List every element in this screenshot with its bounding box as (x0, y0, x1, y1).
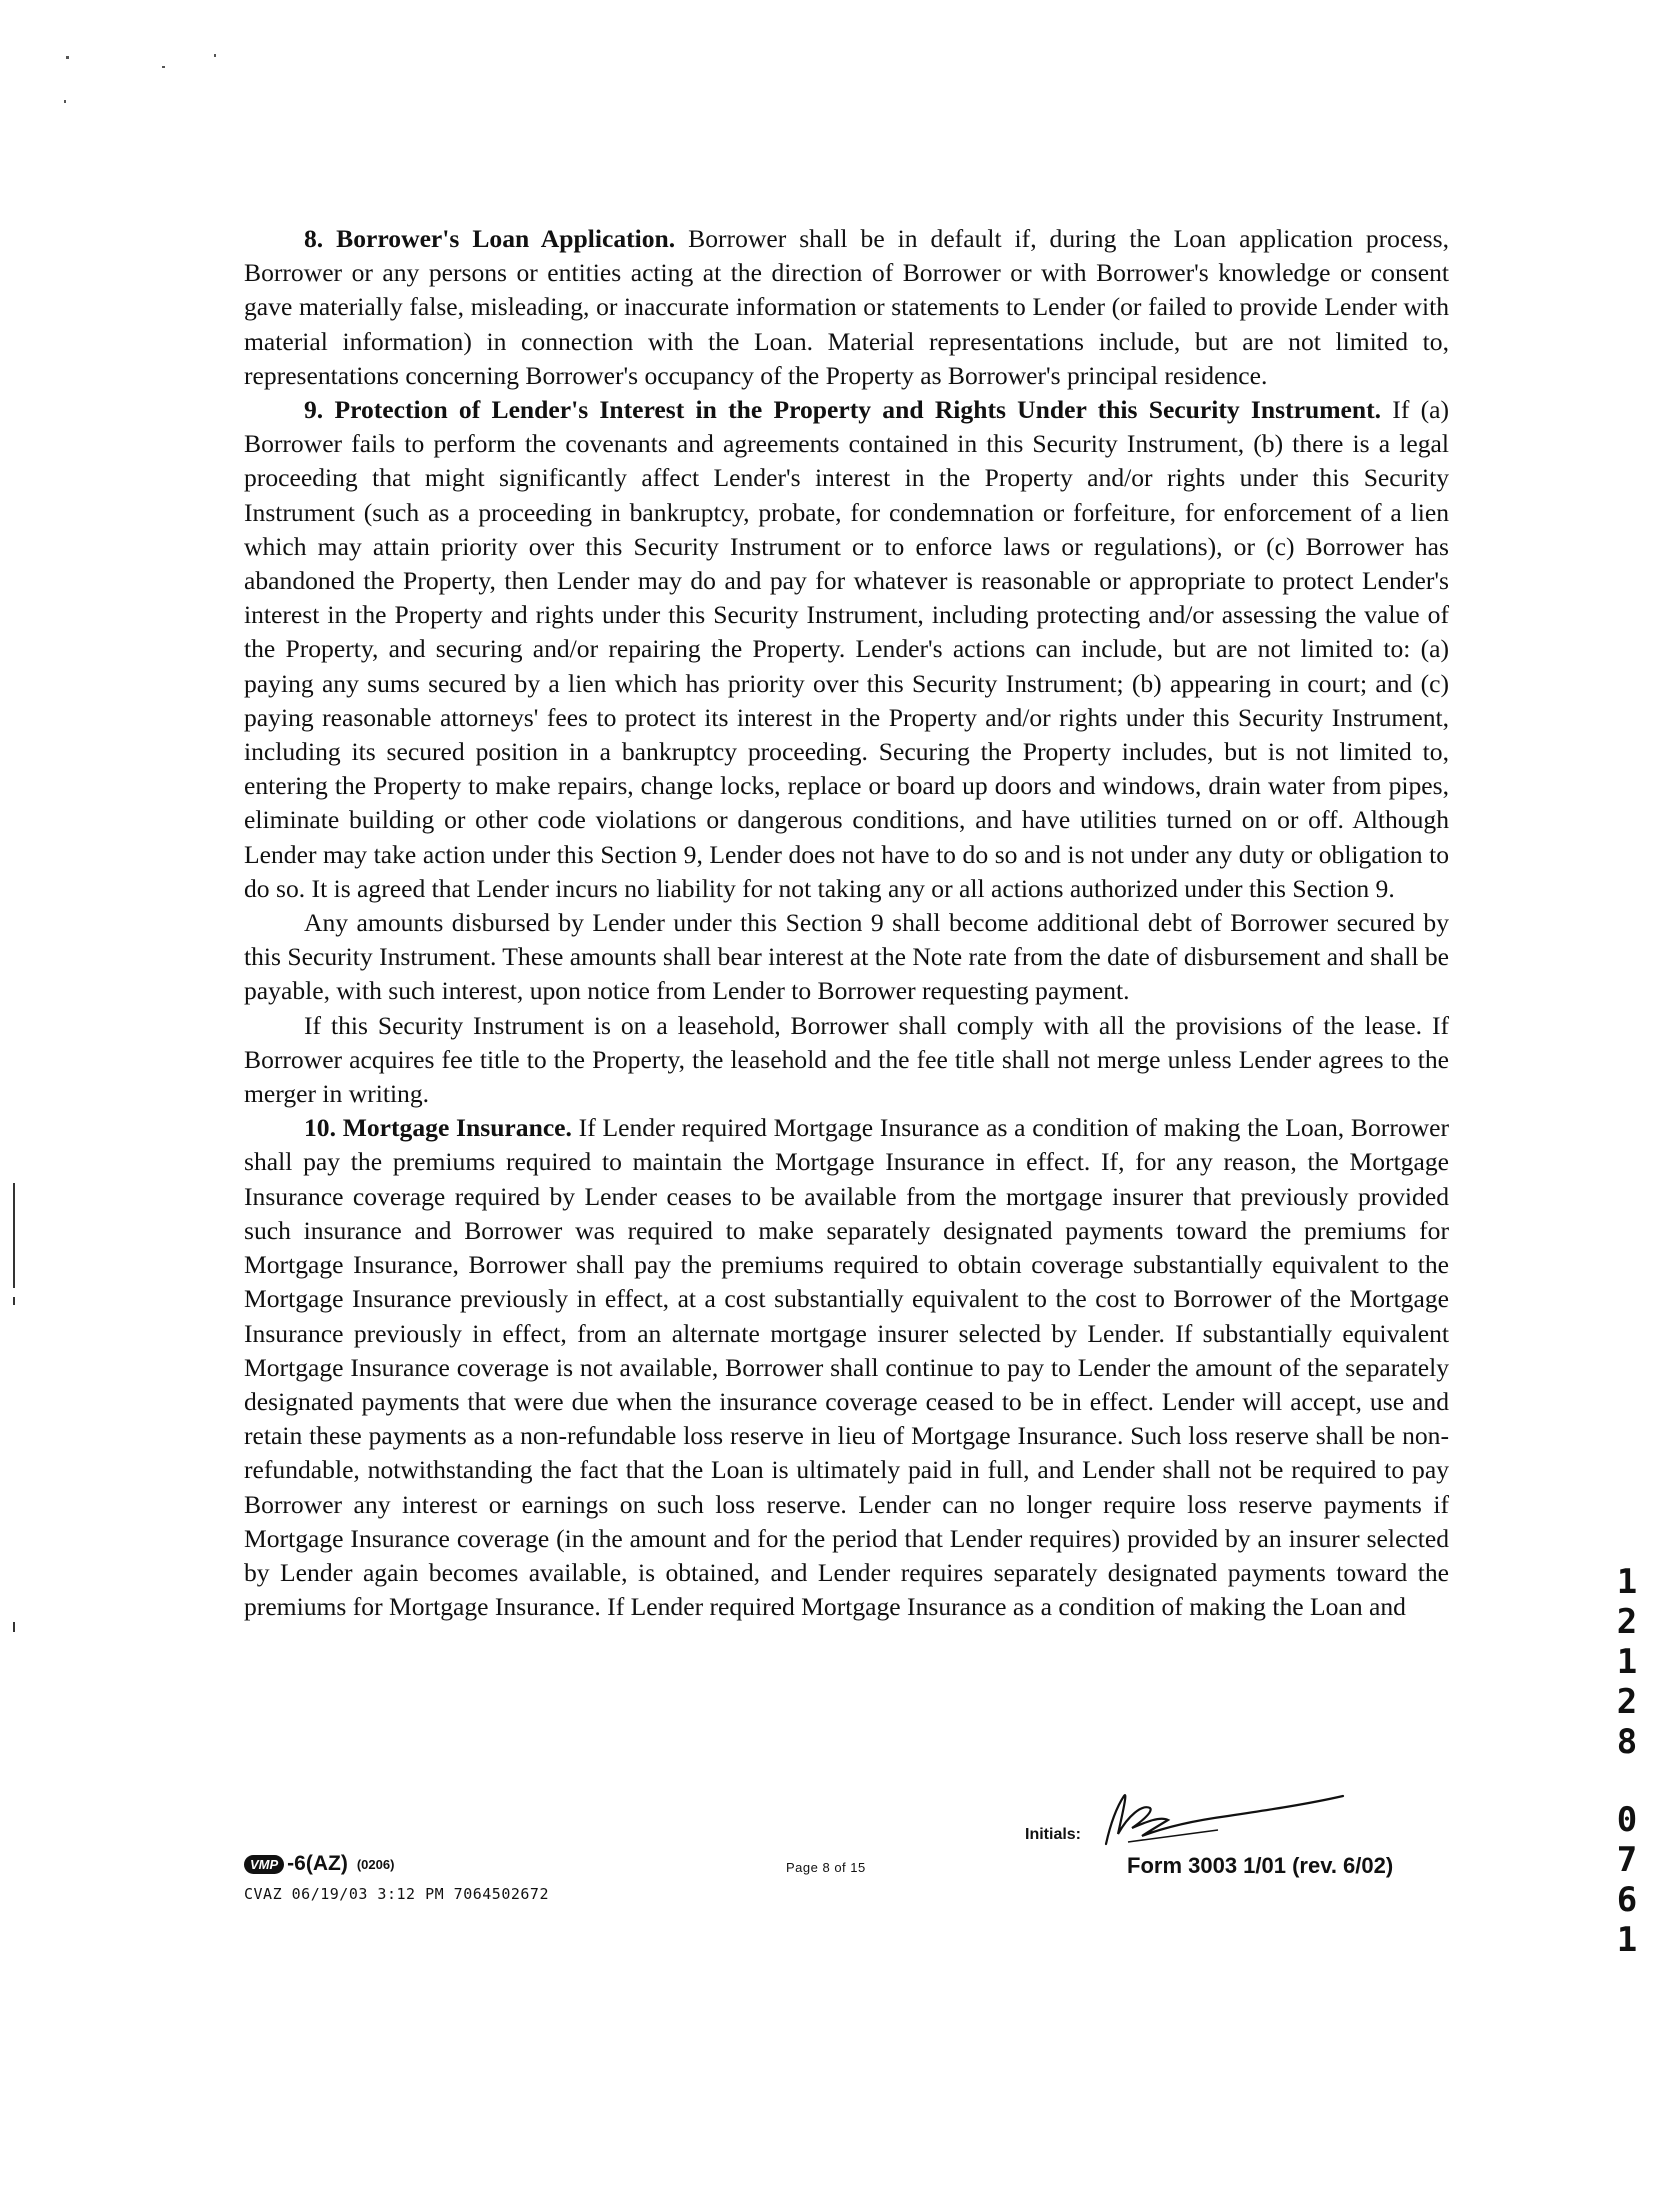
section-9-paragraph (244, 393, 1449, 906)
section-9-amounts-text: Any amounts disbursed by Lender under this Section 9 shall become additional debt of Borrower secured by this Security Instrument. These amounts shall bear interest at the Note rate from the date of disbursement and shall be payable, with such interest, upon notice from Lender to Borrower requesting payment. (244, 908, 1449, 1006)
section-9-heading: 9. Protection of Lender's Interest in the Property and Rights Under this Security Instrument. (304, 395, 1382, 425)
initials-label: Initials: (1025, 1826, 1082, 1843)
section-9-leasehold-paragraph (244, 1009, 1449, 1112)
vmp-logo: VMP (244, 1855, 284, 1874)
side-digit: 7 (1616, 1840, 1638, 1880)
scan-speck (162, 66, 165, 68)
side-digit: 2 (1616, 1682, 1638, 1722)
section-9-text: If (a) Borrower fails to perform the covenants and agreements contained in this Security Instrument, (b) there is a legal proceeding that might significantly affect Lender's interest in the Property and/or rights under this Security Instrument (such as a proceeding in bankruptcy, probate, for condemnation or forfeiture, for enforcement of a lien which may attain priority over this Security Instrument or to enforce laws or regulations), or (c) Borrower has abandoned the Property, then Lender may do and pay for whatever is reasonable or appropriate to protect Lender's interest in the Property and rights under this Security Instrument, including protecting and/or assessing the value of the Property, and securing and/or repairing the Property. Lender's actions can include, but are not limited to: (a) paying any sums secured by a lien which has priority over this Security Instrument; (b) appearing in court; and (c) paying reasonable attorneys' fees to protect its interest in the Property and/or rights under this Security Instrument, including its secured position in a bankruptcy proceeding. Securing the Property includes, but is not limited to, entering the Property to make repairs, change locks, replace or board up doors and windows, drain water from pipes, eliminate building or other code violations or dangerous conditions, and have utilities turned on or off. Although Lender may take action under this Section 9, Lender does not have to do so and is not under any duty or obligation to do so. It is agreed that Lender incurs no liability for not taking any or all actions authorized under this Section 9. (244, 395, 1449, 903)
side-digit: 1 (1616, 1562, 1638, 1602)
page-number: Page 8 of 15 (786, 1860, 866, 1875)
side-document-number-top (1612, 1562, 1642, 1762)
scan-speck (214, 54, 216, 57)
scan-speck (66, 56, 69, 59)
form-code: -6(AZ) (287, 1852, 348, 1875)
side-document-number-bottom (1612, 1800, 1642, 1960)
scan-margin-line (13, 1622, 15, 1632)
section-10-paragraph (244, 1111, 1449, 1624)
section-8-text: Borrower shall be in default if, during the Loan application process, Borrower or any persons or entities acting at the direction of Borrower or with Borrower's knowledge or consent gave materially false, misleading, or inaccurate information or statements to Lender (or failed to provide Lender with material information) in connection with the Loan. Material representations include, but are not limited to, representations concerning Borrower's occupancy of the Property as Borrower's principal residence. (244, 224, 1449, 390)
form-number: Form 3003 1/01 (rev. 6/02) (1127, 1853, 1394, 1878)
side-digit: 0 (1616, 1800, 1638, 1840)
section-9-amounts-paragraph (244, 906, 1449, 1009)
initials-signature (1098, 1786, 1348, 1856)
section-10-heading: 10. Mortgage Insurance. (304, 1113, 572, 1143)
scan-speck (64, 100, 66, 103)
section-10-text: If Lender required Mortgage Insurance as a condition of making the Loan, Borrower shall pay the premiums required to maintain the Mortgage Insurance in effect. If, for any reason, the Mortgage Insurance coverage required by Lender ceases to be available from the mortgage insurer that previously provided such insurance and Borrower was required to make separately designated payments toward the premiums for Mortgage Insurance, Borrower shall pay the premiums required to obtain coverage substantially equivalent to the Mortgage Insurance previously in effect, at a cost substantially equivalent to the cost to Borrower of the Mortgage Insurance previously in effect, from an alternate mortgage insurer selected by Lender. If substantially equivalent Mortgage Insurance coverage is not available, Borrower shall continue to pay to Lender the amount of the separately designated payments that were due when the insurance coverage ceased to be in effect. Lender will accept, use and retain these payments as a non-refundable loss reserve in lieu of Mortgage Insurance. Such loss reserve shall be non-refundable, notwithstanding the fact that the Loan is ultimately paid in full, and Lender shall not be required to pay Borrower any interest or earnings on such loss reserve. Lender can no longer require loss reserve payments if Mortgage Insurance coverage (in the amount and for the period that Lender requires) provided by an insurer selected by Lender again becomes available, is obtained, and Lender requires separately designated payments toward the premiums for Mortgage Insurance. If Lender required Mortgage Insurance as a condition of making the Loan and (244, 1113, 1449, 1622)
section-9-leasehold-text: If this Security Instrument is on a leasehold, Borrower shall comply with all the provisions of the lease. If Borrower acquires fee title to the Property, the leasehold and the fee title shall not merge unless Lender agrees to the merger in writing. (244, 1010, 1449, 1109)
document-body (244, 222, 1449, 1624)
cvaz-timestamp-line: CVAZ 06/19/03 3:12 PM 7064502672 (244, 1885, 549, 1903)
section-8-paragraph (244, 222, 1449, 393)
side-digit: 1 (1616, 1642, 1638, 1682)
side-digit: 2 (1616, 1602, 1638, 1642)
side-digit: 6 (1616, 1880, 1638, 1920)
vmp-form-code (244, 1852, 394, 1876)
scan-margin-line (13, 1183, 15, 1288)
form-code-date: (0206) (356, 1856, 395, 1872)
side-digit: 1 (1616, 1920, 1638, 1960)
scan-margin-line (13, 1297, 15, 1305)
section-8-heading: 8. Borrower's Loan Application. (304, 224, 676, 253)
side-digit: 8 (1616, 1722, 1638, 1762)
